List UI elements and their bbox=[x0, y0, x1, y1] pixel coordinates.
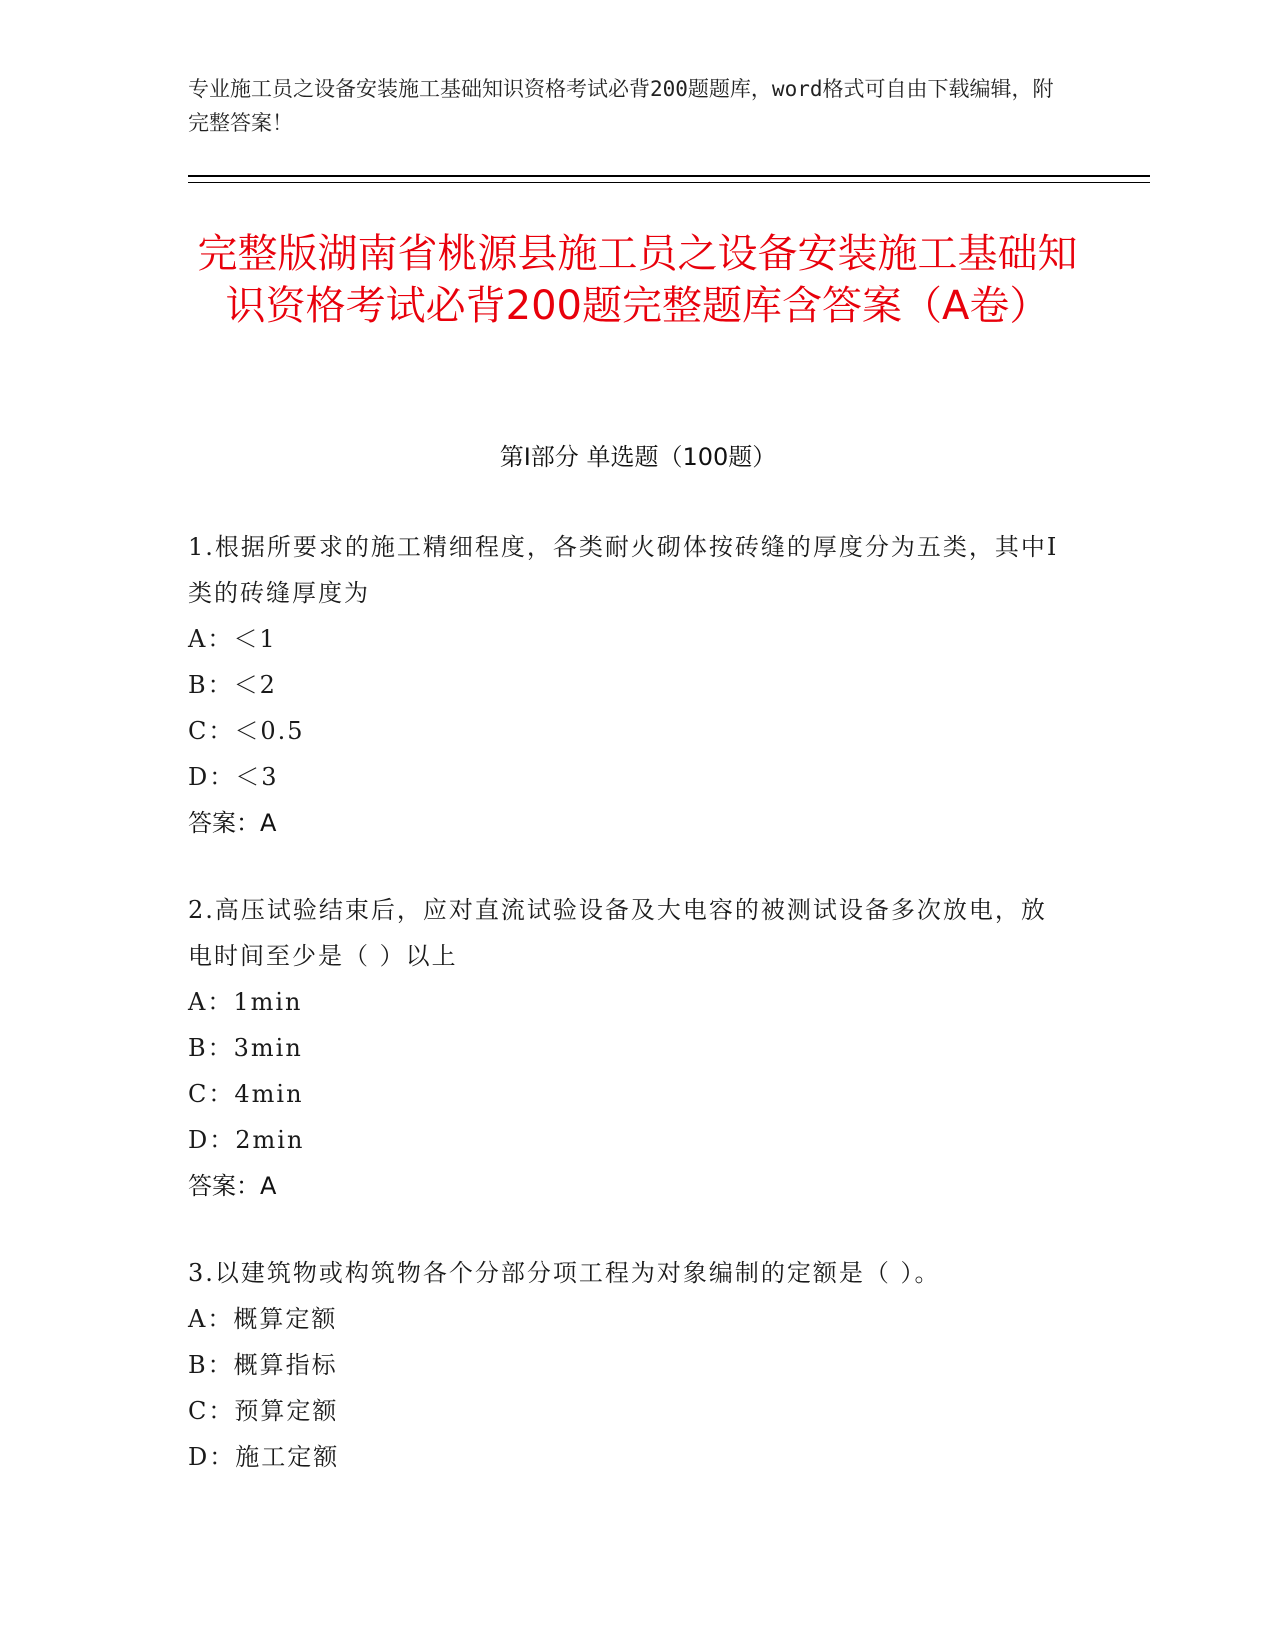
option-a: A：概算定额 bbox=[188, 1305, 338, 1333]
option-b: B：3min bbox=[188, 1034, 303, 1062]
option-b: B：＜2 bbox=[188, 671, 277, 699]
header-rule-thin bbox=[188, 182, 1150, 183]
question-1 bbox=[188, 524, 1068, 846]
option-d: D：2min bbox=[188, 1126, 305, 1154]
question-stem: 2.高压试验结束后，应对直流试验设备及大电容的被测试设备多次放电，放电时间至少是（ ）以上 bbox=[188, 896, 1047, 970]
section-heading: 第Ⅰ部分 单选题（100题） bbox=[499, 443, 777, 471]
document-title: 完整版湖南省桃源县施工员之设备安装施工基础知识资格考试必背200题完整题库含答案（A卷） bbox=[197, 231, 1078, 329]
answer-text: 答案：A bbox=[188, 1172, 277, 1200]
answer-text: 答案：A bbox=[188, 809, 277, 837]
option-d: D：施工定额 bbox=[188, 1443, 340, 1471]
option-c: C：＜0.5 bbox=[188, 717, 305, 745]
option-c: C：预算定额 bbox=[188, 1397, 339, 1425]
question-3 bbox=[188, 1250, 1068, 1480]
option-d: D：＜3 bbox=[188, 763, 279, 791]
question-2 bbox=[188, 887, 1068, 1209]
header-note: 专业施工员之设备安装施工基础知识资格考试必背200题题库，word格式可自由下载编辑，附完整答案！ bbox=[188, 77, 1054, 135]
question-stem: 3.以建筑物或构筑物各个分部分项工程为对象编制的定额是（ ）。 bbox=[188, 1259, 941, 1287]
header-rule-thick bbox=[188, 175, 1150, 177]
option-a: A：＜1 bbox=[188, 625, 277, 653]
option-b: B：概算指标 bbox=[188, 1351, 338, 1379]
option-a: A：1min bbox=[188, 988, 303, 1016]
option-c: C：4min bbox=[188, 1080, 304, 1108]
question-stem: 1.根据所要求的施工精细程度，各类耐火砌体按砖缝的厚度分为五类，其中Ⅰ类的砖缝厚度为 bbox=[188, 533, 1059, 607]
